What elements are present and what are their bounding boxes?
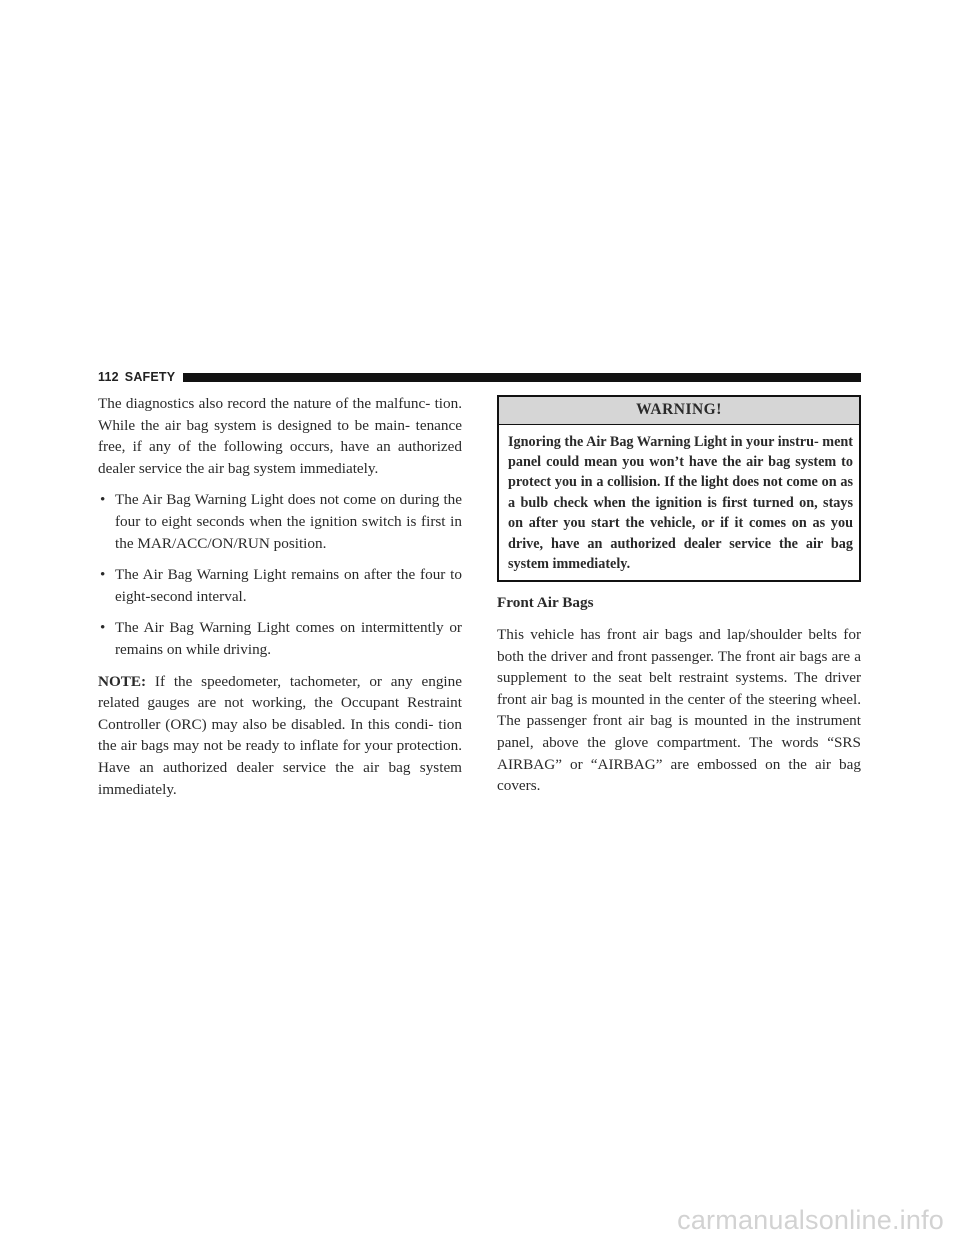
section-title: SAFETY (124, 370, 176, 384)
page-number: 112 (98, 370, 119, 384)
list-item-text: The Air Bag Warning Light remains on after the four to eight-second interval. (115, 566, 462, 605)
list-item (98, 564, 462, 607)
note-text: If the speedometer, tachometer, or any engine related gauges are not working, the Occupant Restraint Controller (ORC) may also be disabled. In this condi- tion the air bags may not be ready to inflate for your protection. Have an authorized dealer service the air bag system immediately. (98, 672, 462, 798)
warning-text: Ignoring the Air Bag Warning Light in your instru- ment panel could mean you won’t have the air bag system to protect you in a collision. If the light does not come on as a bulb check when the ignition is first turned on, stays on after you start the vehicle, or if it comes on as you drive, have an authorized dealer service the air bag system immediately. (508, 433, 853, 573)
bullet-icon: • (100, 566, 106, 584)
note-label: NOTE: (98, 672, 147, 690)
bullet-icon: • (100, 619, 106, 637)
list-item-text: The Air Bag Warning Light does not come on during the four to eight seconds when the ignition switch is first in the MAR/ACC/ON/RUN position. (115, 491, 462, 552)
intro-paragraph: The diagnostics also record the nature of the malfunc- tion. While the air bag system is designed to be main- tenance free, if any of the following occurs, have an authorized dealer service the air bag system immediately. (98, 395, 462, 477)
malfunction-list (98, 489, 462, 660)
bullet-icon: • (100, 491, 106, 509)
header-rule (183, 373, 861, 382)
section-subheading: Front Air Bags (497, 594, 594, 612)
list-item (98, 489, 462, 554)
left-column (98, 393, 462, 810)
warning-box (497, 395, 861, 582)
list-item-text: The Air Bag Warning Light comes on intermittently or remains on while driving. (115, 619, 462, 658)
warning-title: WARNING! (499, 397, 859, 425)
right-column (497, 393, 861, 807)
list-item (98, 617, 462, 660)
front-air-bags-paragraph: This vehicle has front air bags and lap/shoulder belts for both the driver and front passenger. The front air bags are a supplement to the seat belt restraint systems. The driver front air bag is mounted in the center of the steering wheel. The passenger front air bag is mounted in the instrument panel, above the glove compartment. The words “SRS AIRBAG” or “AIRBAG” are embossed on the air bag covers. (497, 626, 861, 795)
note-paragraph (98, 671, 462, 801)
watermark: carmanualsonline.info (677, 1205, 944, 1235)
page-header (98, 369, 861, 385)
